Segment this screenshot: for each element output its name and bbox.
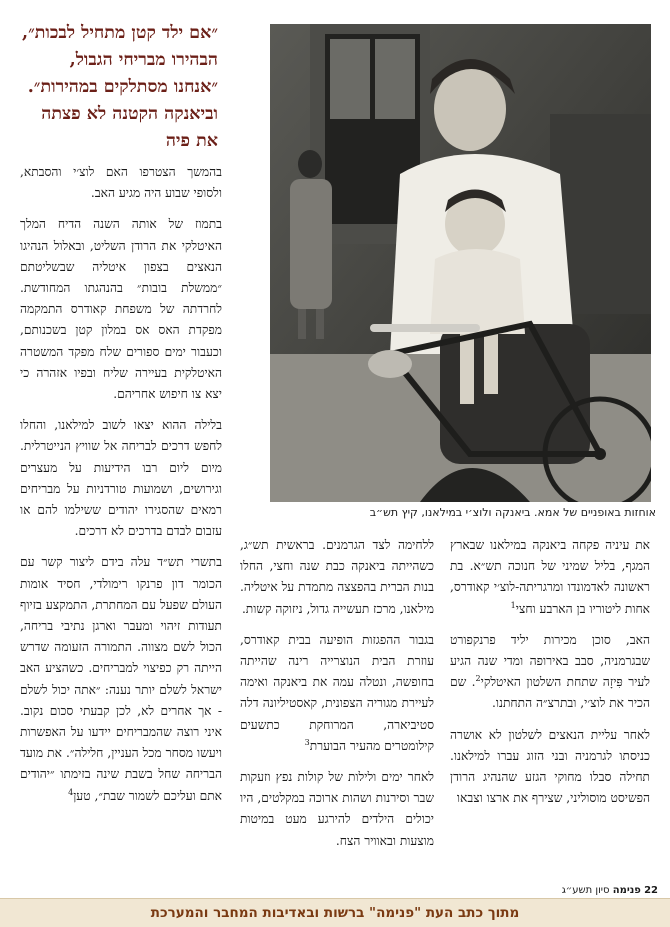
article-column-middle bbox=[240, 535, 434, 862]
paragraph: בהמשך הצטרפו האם לוצ׳י והסבתא, ולסופי שבוע היה מגיע האב. bbox=[20, 165, 222, 201]
family-photo bbox=[270, 24, 651, 502]
footnote-marker: 2 bbox=[475, 674, 481, 684]
issue-date: סיון תשע״ג bbox=[561, 885, 610, 896]
article-column-right bbox=[450, 535, 650, 819]
paragraph bbox=[20, 552, 222, 806]
paragraph: בתמוז של אותה השנה הדיח המלך האיטלקי את הרודן השליט, ובאלול הנהיגו הנאצים בצפון איטליה שבשליטתם ״ממשלת בובות״ בהנהגתו המחודשת. לחרדתה של משפחת קאודרס התמקמה מפקדת האס אס במלון קטן בשכנותם, וכעבור ימים ספורים שלח מפקד המשטרה האיטלקית בעיירה שליח ובפיו אזהרה כי יצא צו חיפוש אחריהם. bbox=[20, 217, 222, 402]
paragraph: לאחר עליית הנאצים לשלטון לא אושרה כניסתו לגרמניה ובני הזוג עברו למילאנו. תחילה סבלו מחוקי הגזע שהנהיג הרודן הפשיסט מוסוליני, שצירף את ארצו וצבאו bbox=[450, 727, 650, 806]
paragraph: ללחימה לצד הגרמנים. בראשית תש״ג, כשהייתה ביאנקה כבת שנה וחצי, החלו בנות הברית בהפצצה מתמדת על איטליה. מילאנו, מרכז תעשייה גדול, ניזוקה קשות. bbox=[240, 538, 434, 616]
source-credit-footer: מתוך כתב העת "פנימה" ברשות ובאדיבות המחבר והמערכת bbox=[0, 898, 670, 927]
article-column-left bbox=[20, 162, 222, 817]
footnote-marker: 3 bbox=[304, 737, 310, 747]
paragraph: לאחר ימים ולילות של קולות נפץ וזעקות שבר וסירנות ושהות ארוכה במקלטים, היו יכולים הילדים להירגע מעט במיטות מוצעות ובאוויר הצח. bbox=[240, 770, 434, 848]
paragraph-text: את עיניה פקחה ביאנקה במילאנו שבארץ המגף, בליל שמיני של חנוכה תש״א. בת ראשונה לאדמונדו ומרגריתה-לוצ׳י קאודרס, אחות ליטוריו בן הארבע וחצי bbox=[450, 538, 650, 616]
paragraph-text-tail: . שם הכיר את לוצ׳י, ובתרצ״ה התחתנו. bbox=[450, 675, 650, 711]
footnote-marker: 1 bbox=[510, 600, 516, 610]
pull-quote: ״אם ילד קטן מתחיל לבכות״, הבהירו מבריחי הגבול, ״אנחנו מסתלקים במהירות״. וביאנקה הקטנה לא פצתה את פיה bbox=[21, 23, 218, 151]
footnote-marker: 4 bbox=[68, 787, 74, 797]
page-number: 22 bbox=[644, 885, 658, 896]
paragraph bbox=[240, 630, 434, 757]
page-folio bbox=[562, 885, 658, 896]
photo-caption: אוחזות באופניים של אמא. ביאנקה ולוצ׳י במילאנו, קיץ תש״ב bbox=[369, 506, 656, 519]
paragraph: בלילה ההוא יצאו לשוב למילאנו, והחלו לחפש דרכים לבריחה אל שוויץ הנייטרלית. מיום ליום רבו הידיעות על מעצרים וגירושים, ושמועות טורדניות על מבריחים רמאים שהסגירו יהודים ששילמו להם או עזבום לבדם בדרכים לא דרכים. bbox=[20, 418, 222, 539]
paragraph-text: האב, סוכן מכירות יליד פרנקפורט שבגרמניה, סבב באירופה ומדי שנה הגיע לעיר פִּיזָה שתחת השלטון האיטלקי bbox=[450, 632, 650, 690]
paragraph-text: בתשרי תש״ד עלה בידם ליצור קשר עם הכומר דון פרנקו רימולדי, חסיד אומות העולם שפעל עם המחתרת, התמקצע בזיוף תעודות זיהוי ומעבר וארגן נתיבי בריחה, הכול לשם מצווה. התמורה הזעומה שדרש הייתה רק כפיצוי למבריחים. כשהציע האב ישראל לשלם יותר נענה: ״אתה יכול לשלם - אך אחרים לא, לכן קבעתי סכום נקוב. איני רוצה שהמבריחים יידעו על האפשרות ויעשו מסחר מכל העניין, חלילה״. את מועד הבריחה שחל בשבת שינה בזימתו ״יהודים אתם ועליכם לשמור שבת״, טען bbox=[20, 555, 222, 803]
paragraph bbox=[450, 630, 650, 715]
paragraph-text: בגבור ההפגזות הופיעה בבית קאודרס, עוזרת הבית הנוצרייה רינה שהייתה בחופשה, ונטלה עמה את ביאנקה ואימה לעיירת מגוריה הצפונית, קאסטיליונה דלה סטיביארה, המרוחקת כתשעים קילומטרים מהעיר הבוערת bbox=[240, 632, 434, 753]
photo-illustration bbox=[270, 24, 651, 502]
magazine-name: פנימה bbox=[612, 885, 641, 896]
paragraph bbox=[450, 535, 650, 620]
